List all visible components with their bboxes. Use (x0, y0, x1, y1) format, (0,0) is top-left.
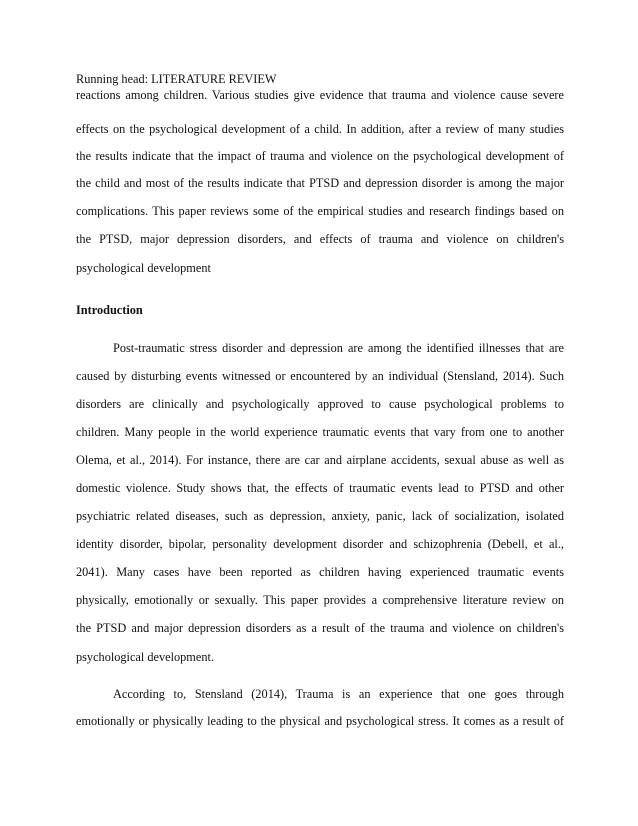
paragraph-line: Olema, et al., 2014). For instance, there are car and airplane accidents, sexual abuse as well as (76, 453, 564, 467)
paragraph-line: children. Many people in the world experience traumatic events that vary from one to another (76, 425, 564, 439)
paragraph-line: caused by disturbing events witnessed or encountered by an individual (Stensland, 2014). Such (76, 369, 564, 383)
running-head: Running head: LITERATURE REVIEW (76, 72, 277, 86)
paragraph-line: the PTSD and major depression disorders as a result of the trauma and violence on children's (76, 621, 564, 635)
paragraph-line: domestic violence. Study shows that, the effects of traumatic events lead to PTSD and other (76, 481, 564, 495)
paragraph-line: disorders are clinically and psychologically approved to cause psychological problems to (76, 397, 564, 411)
abstract-line: the PTSD, major depression disorders, and effects of trauma and violence on children's (76, 232, 564, 246)
abstract-line: reactions among children. Various studies give evidence that trauma and violence cause severe (76, 88, 564, 102)
abstract-line: the results indicate that the impact of trauma and violence on the psychological development of (76, 149, 564, 163)
paragraph-line: emotionally or physically leading to the physical and psychological stress. It comes as a result of (76, 714, 564, 728)
abstract-line: effects on the psychological development of a child. In addition, after a review of many studies (76, 122, 564, 136)
paragraph-line: identity disorder, bipolar, personality development disorder and schizophrenia (Debell, et al., (76, 537, 564, 551)
paragraph-line: psychiatric related diseases, such as depression, anxiety, panic, lack of socialization, isolated (76, 509, 564, 523)
paragraph-line: 2041). Many cases have been reported as children having experienced traumatic events (76, 565, 564, 579)
section-heading: Introduction (76, 303, 143, 317)
paragraph-line: Post-traumatic stress disorder and depression are among the identified illnesses that are (113, 341, 564, 355)
paragraph-line: According to, Stensland (2014), Trauma is an experience that one goes through (113, 687, 564, 701)
paragraph-line: psychological development. (76, 650, 214, 664)
paragraph-line: physically, emotionally or sexually. This paper provides a comprehensive literature review on (76, 593, 564, 607)
abstract-line: complications. This paper reviews some of the empirical studies and research findings based on (76, 204, 564, 218)
abstract-line: the child and most of the results indicate that PTSD and depression disorder is among the major (76, 176, 564, 190)
abstract-line: psychological development (76, 261, 211, 275)
